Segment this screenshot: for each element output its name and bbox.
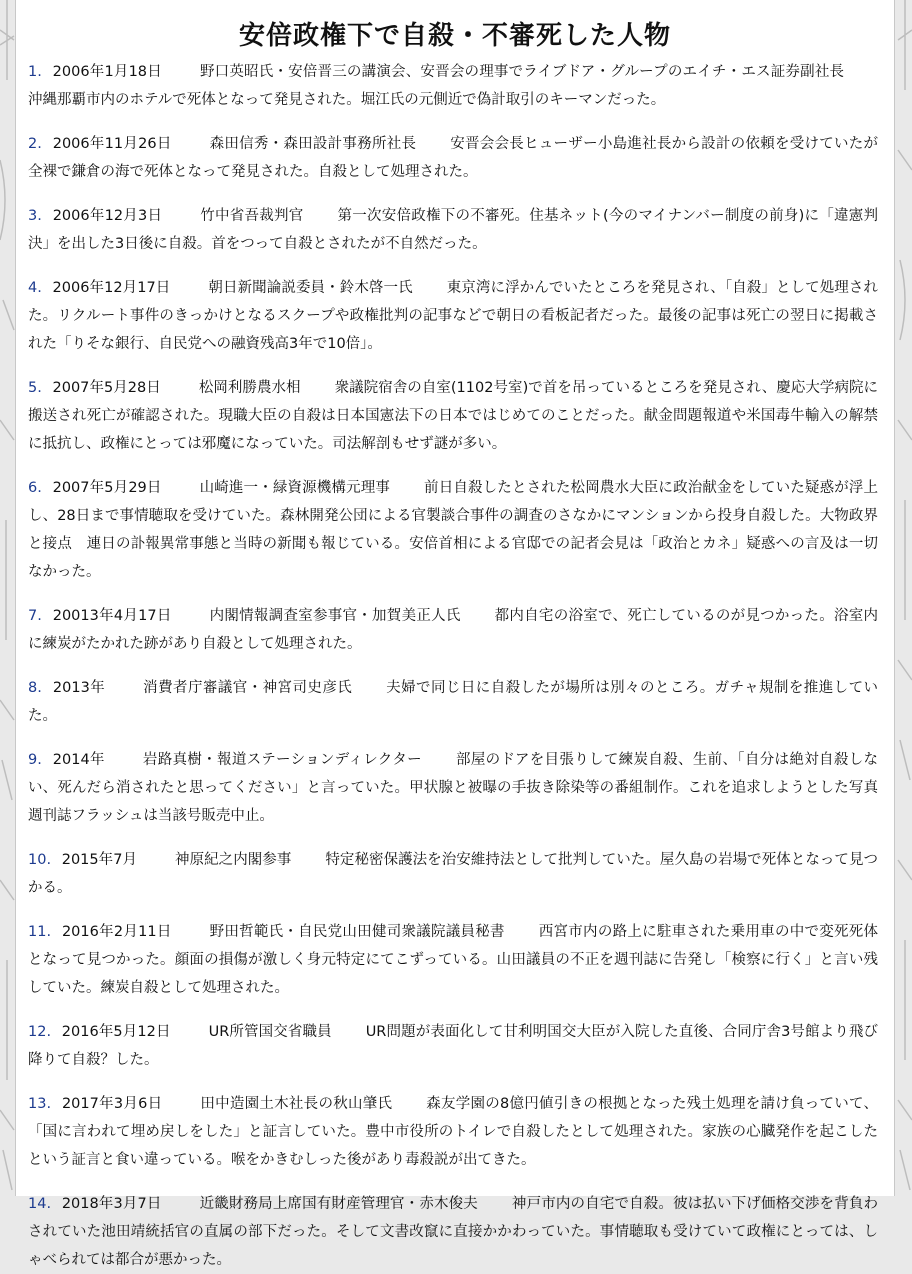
entry-date: 2018年3月7日	[61, 1196, 162, 1212]
entry-date: 2013年	[52, 680, 106, 696]
entry-person: 朝日新聞論説委員・鈴木啓一氏	[208, 280, 413, 296]
entry-date: 20013年4月17日	[52, 608, 172, 624]
entry-number: 9.	[28, 752, 42, 768]
entry-description: 衆議院宿舎の自室(1102号室)で首を吊っているところを発見され、慶応大学病院に搬送され死亡が確認された。現職大臣の自殺は日本国憲法下の日本ではじめてのことだった。献金問題報道や米国毒牛輸入の解禁に抵抗し、政権にとっては邪魔になっていた。司法解剖もせず謎が多い。	[28, 380, 879, 452]
entry-person: 野口英昭氏・安倍晋三の講演会、安晋会の理事でライブドア・グループのエイチ・エス証券副社長	[199, 64, 845, 80]
entry-description: 神戸市内の自宅で自殺。彼は払い下げ価格交渉を背負わされていた池田靖統括官の直属の部下だった。そして文書改竄に直接かかわっていた。事情聴取も受けていて政権にとっては、しゃべられては都合が悪かった。	[28, 1196, 879, 1268]
entry-number: 11.	[28, 924, 52, 940]
entry-number: 3.	[28, 208, 42, 224]
entry-description: 第一次安倍政権下の不審死。住基ネット(今のマイナンバー制度の前身)に「違憲判決」を出した3日後に自殺。首をつって自殺とされたが不自然だった。	[28, 208, 879, 252]
entry-date: 2017年3月6日	[61, 1096, 163, 1112]
entry-description: 東京湾に浮かんでいたところを発見され、「自殺」として処理された。リクルート事件のきっかけとなるスクープや政権批判の記事などで朝日の看板記者だった。最後の記事は死亡の翌日に掲載された「りそな銀行、自民党への融資残高3年で10倍」。	[28, 280, 878, 352]
entry-date: 2014年	[52, 752, 105, 768]
entry-description: 特定秘密保護法を治安維持法として批判していた。屋久島の岩場で死体となって見つかる。	[28, 852, 879, 896]
entry-date: 2007年5月29日	[52, 480, 162, 496]
list-item	[28, 746, 894, 830]
entry-person: UR所管国交省職員	[208, 1024, 332, 1040]
entry-description: 安晋会会長ヒューザー小島進社長から設計の依頼を受けていたが全裸で鎌倉の海で死体となって発見された。自殺として処理された。	[28, 136, 879, 180]
entry-person: 山崎進一・緑資源機構元理事	[199, 480, 391, 496]
entry-date: 2016年2月11日	[61, 924, 172, 940]
entry-number: 8.	[28, 680, 42, 696]
entry-date: 2006年12月3日	[52, 208, 163, 224]
list-item	[28, 58, 894, 114]
entry-number: 13.	[28, 1096, 52, 1112]
entry-person: 岩路真樹・報道ステーションディレクター	[142, 752, 422, 768]
list-item	[28, 674, 894, 730]
list-item	[28, 130, 894, 186]
entry-person: 松岡利勝農水相	[198, 380, 301, 396]
entry-person: 森田信秀・森田設計事務所社長	[209, 136, 417, 152]
entry-description: UR問題が表面化して甘利明国交大臣が入院した直後、合同庁舎3号館より飛び降りて自殺？した。	[28, 1024, 879, 1068]
entry-person: 内閣情報調査室参事官・加賀美正人氏	[209, 608, 461, 624]
entry-description: 部屋のドアを目張りして練炭自殺、生前、「自分は絶対自殺しない、死んだら消されたと思ってください」と言っていた。甲状腺と被曝の手抜き除染等の番組制作。これを追求しようとした写真週刊誌フラッシュは当該号販売中止。	[28, 752, 879, 824]
entry-number: 7.	[28, 608, 42, 624]
entry-number: 6.	[28, 480, 42, 496]
list-item	[28, 1090, 894, 1174]
entry-person: 神原紀之内閣参事	[175, 852, 292, 868]
entry-person: 近畿財務局上席国有財産管理官・赤木俊夫	[199, 1196, 478, 1212]
list-item	[28, 274, 894, 358]
entry-person: 消費者庁審議官・神宮司史彦氏	[143, 680, 353, 696]
entry-number: 10.	[28, 852, 52, 868]
entry-date: 2006年1月18日	[52, 64, 162, 80]
entry-description: 夫婦で同じ日に自殺したが場所は別々のところ。ガチャ規制を推進していた。	[28, 680, 879, 724]
entry-number: 2.	[28, 136, 42, 152]
entry-description: 都内自宅の浴室で、死亡しているのが見つかった。浴室内に練炭がたかれた跡があり自殺として処理された。	[28, 608, 878, 652]
entry-date: 2006年11月26日	[52, 136, 172, 152]
entry-date: 2015年7月	[61, 852, 138, 868]
list-item	[28, 202, 894, 258]
list-item	[28, 918, 894, 1002]
entry-description: 西宮市内の路上に駐車された乗用車の中で変死死体となって見つかった。顔面の損傷が激しく身元特定にてこずっている。山田議員の不正を週刊誌に告発し「検察に行く」と言い残していた。練炭自殺として処理された。	[28, 924, 879, 996]
entry-person: 野田哲範氏・自民党山田健司衆議院議員秘書	[209, 924, 505, 940]
list-item	[28, 1190, 894, 1274]
entry-number: 1.	[28, 64, 42, 80]
entry-description: 前日自殺したとされた松岡農水大臣に政治献金をしていた疑惑が浮上し、28日まで事情聴取を受けていた。森林開発公団による官製談合事件の調査のさなかにマンションから投身自殺した。大物政界と接点 連日の訃報異常事態と当時の新聞も報じている。安倍首相による官邸での記者会見は「政治とカネ」疑惑への言及は一切なかった。	[28, 480, 879, 580]
list-item	[28, 474, 894, 586]
entry-number: 5.	[28, 380, 42, 396]
document-sheet	[15, 0, 895, 1268]
entry-description: 森友学園の8億円値引きの根拠となった残土処理を請け負っていて、「国に言われて埋め戻しをした」と証言していた。豊中市役所のトイレで自殺したとして処理された。家族の心臓発作を起こしたという証言と食い違っている。喉をかきむしった後があり毒殺説が出てきた。	[28, 1096, 879, 1168]
entry-person: 田中造園土木社長の秋山肇氏	[200, 1096, 393, 1112]
list-item	[28, 846, 894, 902]
list-item	[28, 1018, 894, 1074]
list-item	[28, 374, 894, 458]
entry-person: 竹中省吾裁判官	[200, 208, 304, 224]
entry-list	[16, 58, 894, 1274]
entry-number: 12.	[28, 1024, 52, 1040]
entry-number: 14.	[28, 1196, 52, 1212]
list-item	[28, 602, 894, 658]
entry-number: 4.	[28, 280, 42, 296]
entry-date: 2007年5月28日	[52, 380, 161, 396]
entry-date: 2016年5月12日	[61, 1024, 171, 1040]
entry-date: 2006年12月17日	[52, 280, 171, 296]
page-title: 安倍政権下で自殺・不審死した人物	[238, 21, 671, 51]
entry-description: 沖縄那覇市内のホテルで死体となって発見された。堀江氏の元側近で偽計取引のキーマンだった。	[28, 92, 666, 108]
